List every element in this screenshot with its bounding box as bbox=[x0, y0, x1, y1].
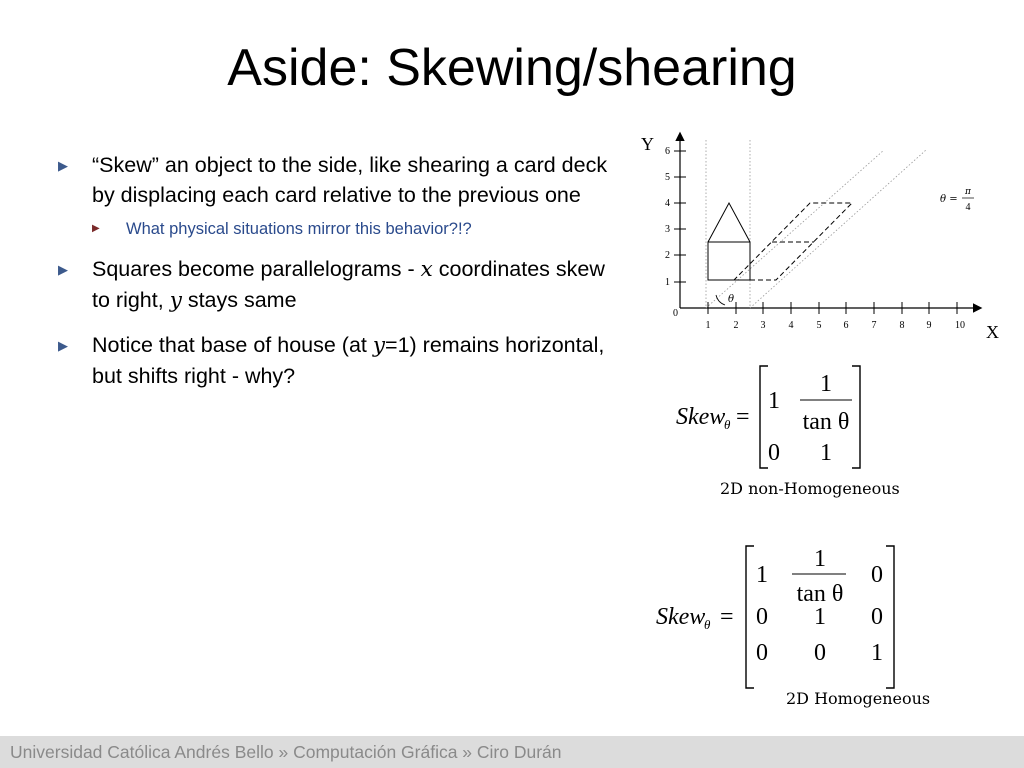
matrix-cell: 1 bbox=[820, 371, 832, 397]
bullet-item bbox=[58, 254, 618, 316]
bullet-item bbox=[58, 150, 618, 210]
bullet-list bbox=[58, 150, 618, 405]
bracket-right bbox=[852, 366, 860, 468]
x-tick-label: 1 bbox=[705, 320, 711, 331]
matrix-cell: 0 bbox=[871, 604, 883, 630]
matrix-lhs: Skew bbox=[656, 604, 706, 630]
bracket-left bbox=[760, 366, 768, 468]
x-tick-label: 8 bbox=[899, 320, 905, 331]
y-tick-label: 1 bbox=[665, 277, 670, 288]
x-tick-label: 5 bbox=[816, 320, 822, 331]
matrix-lhs-subscript: θ bbox=[704, 617, 711, 632]
slide-title: Aside: Skewing/shearing bbox=[227, 39, 797, 97]
matrix-caption: 2D Homogeneous bbox=[786, 689, 931, 708]
y-axis-label: Y bbox=[641, 134, 654, 154]
bullet-arrow-icon: ▶ bbox=[58, 158, 68, 173]
matrix-cell: 0 bbox=[756, 604, 768, 630]
x-axis-label: X bbox=[986, 322, 999, 342]
math-var: y bbox=[169, 288, 182, 313]
matrix-cell: 0 bbox=[756, 640, 768, 666]
x-tick-label: 2 bbox=[733, 320, 739, 331]
bullet-text: stays same bbox=[181, 288, 297, 312]
angle-eq-num: π bbox=[965, 187, 971, 197]
matrix-cell: 1 bbox=[768, 388, 780, 414]
matrix-equals: = bbox=[720, 604, 734, 630]
footer-bar bbox=[0, 736, 1024, 768]
guide-lines bbox=[706, 140, 926, 308]
matrix-cell: 0 bbox=[768, 440, 780, 466]
x-ticks bbox=[706, 302, 966, 331]
bullet-arrow-icon: ▶ bbox=[58, 338, 68, 353]
matrix-cell: 0 bbox=[871, 562, 883, 588]
bracket-left bbox=[746, 546, 754, 688]
math-var: y bbox=[372, 333, 386, 358]
x-tick-label: 9 bbox=[926, 320, 932, 331]
bullet-text: Squares become parallelograms - bbox=[92, 257, 421, 281]
matrix-cell: tan θ bbox=[796, 581, 844, 607]
y-tick-label: 3 bbox=[665, 224, 670, 235]
matrix-equals: = bbox=[736, 404, 750, 430]
matrix-cell: 1 bbox=[814, 546, 826, 572]
y-tick-label: 2 bbox=[665, 250, 670, 261]
matrix-cell: tan θ bbox=[802, 409, 850, 435]
matrix-cell: 1 bbox=[756, 562, 768, 588]
sub-bullet-text: What physical situations mirror this behavior?!? bbox=[126, 220, 472, 238]
footer-text: Universidad Católica Andrés Bello » Computación Gráfica » Ciro Durán bbox=[10, 742, 562, 762]
matrix-cell: 0 bbox=[814, 640, 826, 666]
matrix-cell: 1 bbox=[814, 604, 826, 630]
angle-arc bbox=[716, 295, 725, 305]
angle-eq-den: 4 bbox=[965, 202, 971, 213]
house-original bbox=[708, 203, 750, 280]
bullet-text: Notice that base of house (at bbox=[92, 333, 373, 357]
bullet-text: =1) remains horizontal, but shifts right - why? bbox=[92, 333, 605, 388]
x-tick-label: 3 bbox=[760, 320, 766, 331]
x-tick-label: 7 bbox=[871, 320, 877, 331]
bracket-right bbox=[886, 546, 894, 688]
skew-matrix-2d bbox=[672, 362, 872, 474]
matrix-lhs-subscript: θ bbox=[724, 417, 731, 432]
angle-eq-lhs: θ = bbox=[940, 194, 958, 205]
origin-label: 0 bbox=[673, 308, 678, 319]
bullet-arrow-icon: ▶ bbox=[58, 262, 68, 277]
x-tick-label: 6 bbox=[843, 320, 849, 331]
matrix-lhs: Skew bbox=[676, 404, 726, 430]
y-tick-label: 4 bbox=[665, 198, 670, 209]
y-tick-label: 6 bbox=[665, 146, 670, 157]
bullet-item bbox=[58, 330, 618, 391]
skew-matrix-homogeneous bbox=[652, 542, 902, 692]
bullet-arrow-icon: ▶ bbox=[92, 223, 100, 234]
matrix-cell: 1 bbox=[871, 640, 883, 666]
y-tick-label: 5 bbox=[665, 172, 670, 183]
bullet-text: coordinates skew to right, bbox=[92, 257, 605, 312]
matrix-caption: 2D non-Homogeneous bbox=[720, 479, 900, 498]
x-tick-label: 4 bbox=[788, 320, 794, 331]
skew-diagram bbox=[630, 130, 1010, 350]
math-var: x bbox=[420, 257, 433, 282]
sub-bullet-item bbox=[92, 216, 618, 242]
angle-label: θ bbox=[728, 294, 735, 305]
matrix-cell: 1 bbox=[820, 440, 832, 466]
x-tick-label: 10 bbox=[955, 320, 965, 331]
y-ticks bbox=[665, 146, 686, 288]
bullet-text: “Skew” an object to the side, like shearing a card deck by displacing each card relative to the previous one bbox=[92, 153, 608, 207]
